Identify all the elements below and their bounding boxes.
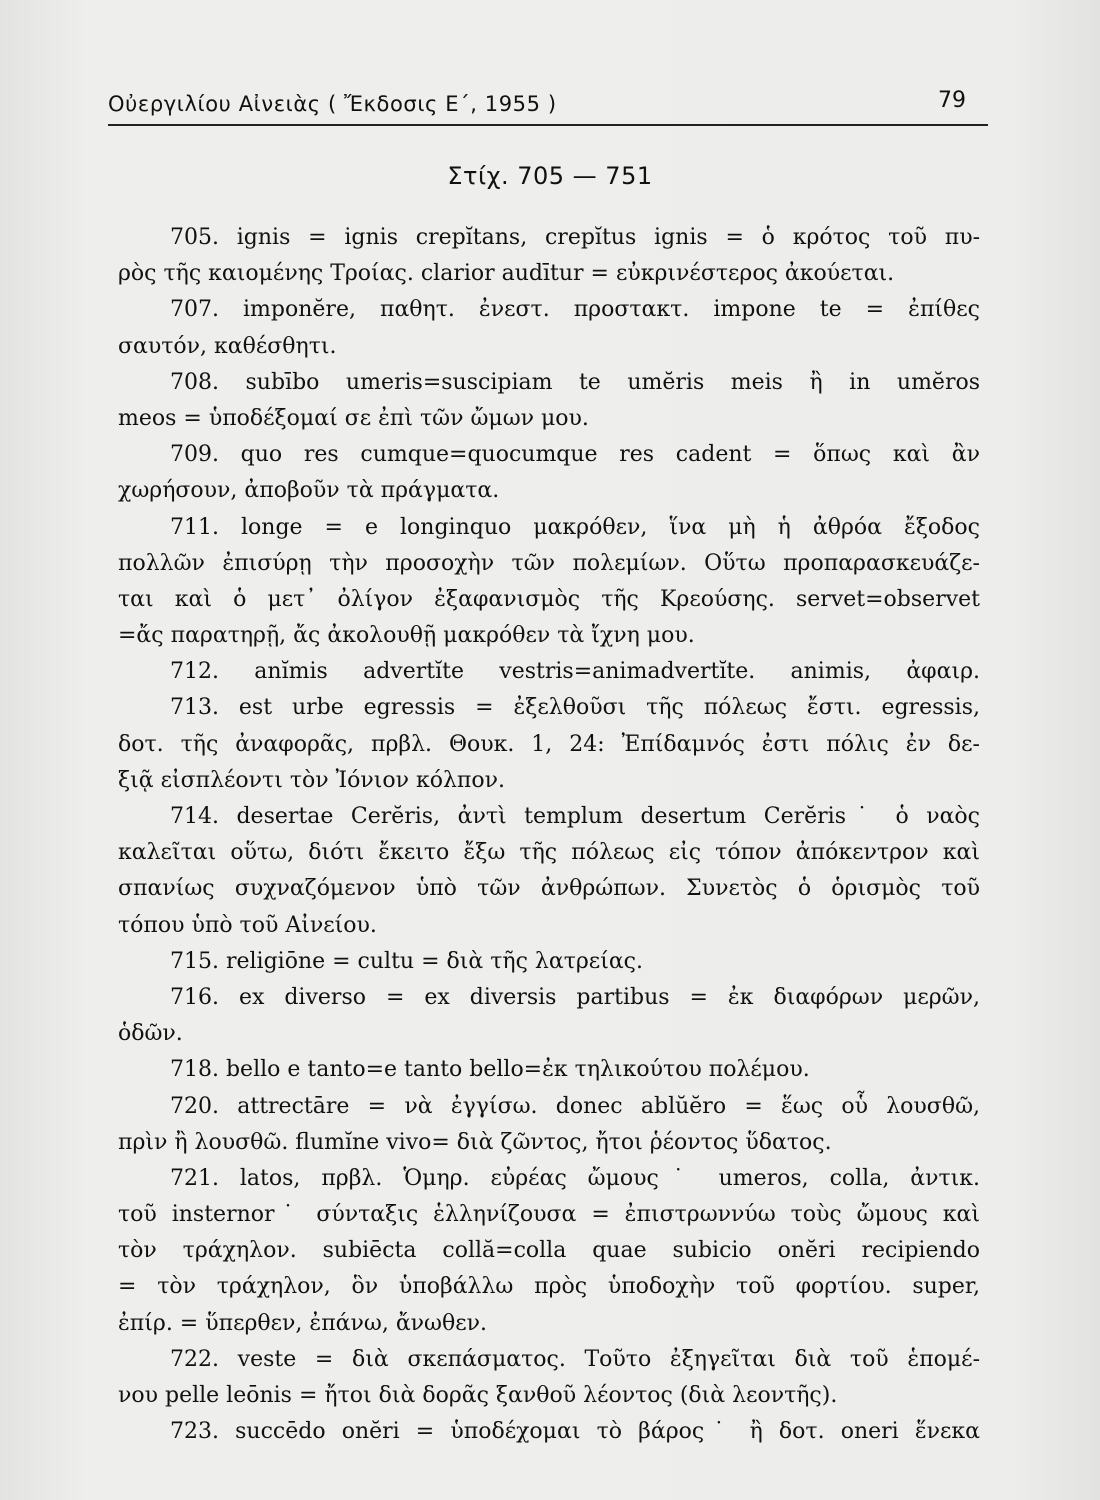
text-line: δοτ. τῆς ἀναφορᾶς, πρβλ. Θουκ. 1, 24: Ἐπίδαμνός ἐστι πόλις ἐν δε-	[118, 731, 980, 757]
text-line: 720. attrectāre = νὰ ἐγγίσω. donec ablŭĕro = ἕως οὗ λουσθῶ,	[170, 1093, 980, 1119]
text-line: πολλῶν ἐπισύρῃ τὴν προσοχὴν τῶν πολεμίων. Οὕτω προπαρασκευάζε-	[118, 550, 980, 576]
text-line: 705. ignis = ignis crepĭtans, crepĭtus ignis = ὁ κρότος τοῦ πυ-	[170, 225, 980, 250]
text-line: 714. desertae Cerĕris, ἀντὶ templum desertum Cerĕris˙ ὁ ναὸς	[170, 804, 980, 829]
text-line: τόπου ὑπὸ τοῦ Αἰνείου.	[118, 912, 377, 938]
text-line: καλεῖται οὕτω, διότι ἔκειτο ἔξω τῆς πόλεως εἰς τόπον ἀπόκεντρον καὶ	[118, 840, 980, 866]
text-line: ὁδῶν.	[118, 1021, 183, 1047]
text-line: χωρήσουν, ἀποβοῦν τὰ πράγματα.	[118, 478, 500, 504]
text-line: 712. anĭmis advertĭte vestris=animadvertĭte. animis, ἀφαιρ.	[170, 659, 980, 685]
text-line: 716. ex diverso = ex diversis partibus = ἐκ διαφόρων μερῶν,	[170, 984, 980, 1010]
text-line: 715. religiōne = cultu = διὰ τῆς λατρείας.	[170, 948, 643, 974]
text-line: νου pelle leōnis = ἤτοι διὰ δορᾶς ξανθοῦ λέοντος (διὰ λεοντῆς).	[118, 1383, 838, 1408]
page-header	[108, 88, 988, 122]
text-line: 723. succēdo onĕri = ὑποδέχομαι τὸ βάρος˙ ἢ δοτ. oneri ἕνεκα	[170, 1419, 980, 1445]
text-line: ἐπίρ. = ὕπερθεν, ἐπάνω, ἄνωθεν.	[118, 1310, 488, 1336]
text-line: 718. bello e tanto=e tanto bello=ἐκ τηλικούτου πολέμου.	[170, 1057, 810, 1083]
text-line: σαυτόν, καθέσθητι.	[118, 333, 337, 359]
text-line: 721. latos, πρβλ. Ὁμηρ. εὐρέας ὤμους˙ umeros, colla, ἀντικ.	[170, 1165, 980, 1191]
text-line: ται καὶ ὁ μετ᾽ ὀλίγον ἐξαφανισμὸς τῆς Κρεούσης. servet=observet	[118, 586, 980, 612]
text-line: πρὶν ἢ λουσθῶ. flumĭne vivo= διὰ ζῶντος, ἤτοι ῥέοντος ὕδατος.	[118, 1129, 832, 1155]
text-line: 708. subībo umeris=suscipiam te umĕris meis ἢ in umĕros	[170, 369, 980, 395]
text-line: meos = ὑποδέξομαί σε ἐπὶ τῶν ὤμων μου.	[118, 405, 589, 431]
text-line: 707. imponĕre, παθητ. ἐνεστ. προστακτ. impone te = ἐπίθες	[170, 297, 980, 323]
text-line: τοῦ insternor˙ σύνταξις ἑλληνίζουσα = ἐπιστρωννύω τοὺς ὤμους καὶ	[118, 1202, 980, 1228]
text-line: =ἄς παρατηρῇ, ἄς ἀκολουθῇ μακρόθεν τὰ ἴχνη μου.	[118, 623, 695, 649]
header-rule	[108, 124, 988, 126]
running-title: Οὐεργιλίου Αἰνειὰς ( Ἔκδοσις Ε΄, 1955 )	[108, 92, 557, 116]
text-line: ξιᾷ εἰσπλέοντι τὸν Ἰόνιον κόλπον.	[118, 767, 505, 793]
text-line: ρὸς τῆς καιομένης Τροίας. clarior audītur = εὐκρινέστερος ἀκούεται.	[118, 261, 895, 287]
text-line: τὸν τράχηλον. subiēcta collă=colla quae subicio onĕri recipiendo	[118, 1238, 980, 1264]
text-line: 709. quo res cumque=quocumque res cadent = ὅπως καὶ ἂν	[170, 442, 980, 468]
text-line: 713. est urbe egressis = ἐξελθοῦσι τῆς πόλεως ἔστι. egressis,	[170, 695, 980, 721]
text-line: σπανίως συχναζόμενον ὑπὸ τῶν ἀνθρώπων. Συνετὸς ὁ ὁρισμὸς τοῦ	[118, 876, 980, 902]
page-number: 79	[938, 88, 966, 113]
text-line: = τὸν τράχηλον, ὃν ὑποβάλλω πρὸς ὑποδοχὴν τοῦ φορτίου. super,	[118, 1274, 980, 1300]
commentary-body	[118, 220, 980, 1450]
text-line: 722. veste = διὰ σκεπάσματος. Τοῦτο ἐξηγεῖται διὰ τοῦ ἑπομέ-	[170, 1346, 980, 1372]
section-heading: Στίχ. 705 — 751	[447, 162, 653, 190]
text-line: 711. longe = e longinquo μακρόθεν, ἵνα μὴ ἡ ἀθρόα ἔξοδος	[170, 514, 980, 540]
